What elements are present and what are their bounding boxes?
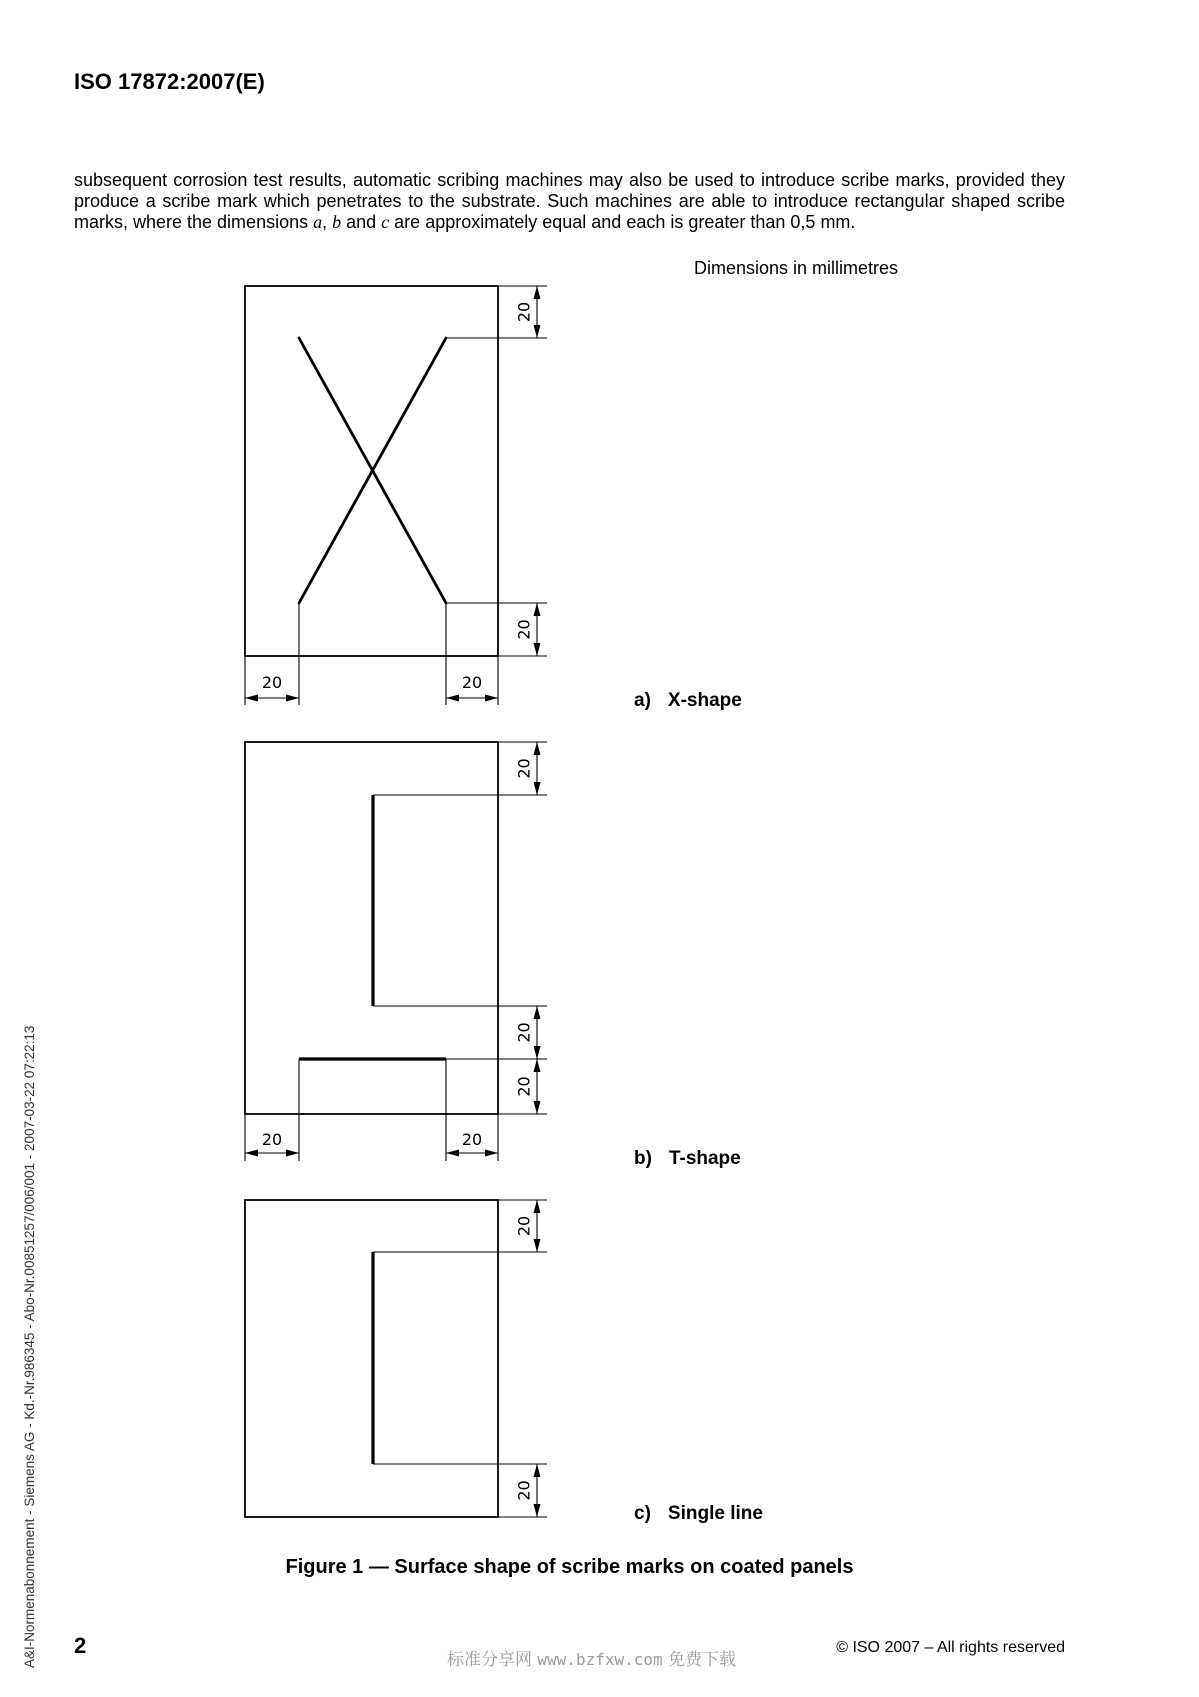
paragraph-line: produce a scribe mark which penetrates to the substrate. Such machines are able to introduce rectangular shaped scribe	[74, 191, 1065, 211]
figure-caption: Figure 1 — Surface shape of scribe marks on coated panels	[285, 1556, 854, 1578]
text-run: are approximately equal and each is greater than 0,5 mm.	[389, 212, 856, 232]
dimension-label: 20	[514, 1480, 534, 1501]
watermark-site-name: 标准分享网	[447, 1650, 532, 1670]
copyright-notice: © ISO 2007 – All rights reserved	[836, 1639, 1065, 1656]
dimension-label: 20	[461, 1130, 483, 1149]
variable-a: a	[313, 212, 323, 232]
watermark-note: 免费下载	[668, 1650, 737, 1670]
panel-label-b	[634, 1148, 741, 1170]
scribe-line	[299, 338, 446, 603]
dimension-label: 20	[514, 1022, 534, 1043]
license-side-note: A&I-Normenabonnement - Siemens AG - Kd.-Nr.986345 - Abo-Nr.00851257/006/001 - 2007-03-22 07:22:13	[22, 1025, 37, 1668]
watermark	[447, 1649, 736, 1671]
panel-letter: b)	[634, 1148, 652, 1169]
variable-c: c	[381, 212, 390, 232]
dimension-label: 20	[261, 673, 283, 692]
page-number: 2	[74, 1633, 87, 1658]
watermark-url: www.bzfxw.com	[537, 1650, 663, 1669]
panel-outline	[245, 286, 498, 656]
dimension-label: 20	[514, 1215, 534, 1237]
document-header: ISO 17872:2007(E)	[74, 69, 265, 94]
dimension-label: 20	[514, 301, 534, 323]
panel-letter: a)	[634, 690, 651, 711]
panel-label-c	[634, 1503, 763, 1525]
dimension-label: 20	[514, 619, 534, 640]
text-run: ,	[322, 212, 333, 232]
panel-name: T-shape	[668, 1148, 741, 1169]
dimension-label: 20	[514, 1076, 534, 1097]
panel-b-t-shape	[245, 742, 547, 1161]
panel-name: X-shape	[667, 690, 742, 711]
scribe-line	[299, 338, 446, 603]
body-paragraph	[74, 170, 1065, 233]
panel-name: Single line	[667, 1503, 763, 1524]
panel-outline	[245, 1200, 498, 1517]
panel-a-x-shape	[245, 286, 547, 705]
paragraph-line	[74, 212, 1065, 233]
dimension-label: 20	[261, 1130, 283, 1149]
panel-outline	[245, 742, 498, 1114]
paragraph-line: subsequent corrosion test results, automatic scribing machines may also be used to introduce scribe marks, provided they	[74, 170, 1065, 190]
text-run: marks, where the dimensions	[74, 212, 314, 232]
panel-letter: c)	[634, 1503, 651, 1524]
dimension-label: 20	[514, 758, 534, 779]
dimension-label: 20	[461, 673, 483, 692]
text-run: and	[341, 212, 382, 232]
panel-c-single-line	[245, 1200, 547, 1517]
variable-b: b	[332, 212, 342, 232]
units-note: Dimensions in millimetres	[694, 258, 899, 278]
panel-label-a	[634, 690, 742, 712]
